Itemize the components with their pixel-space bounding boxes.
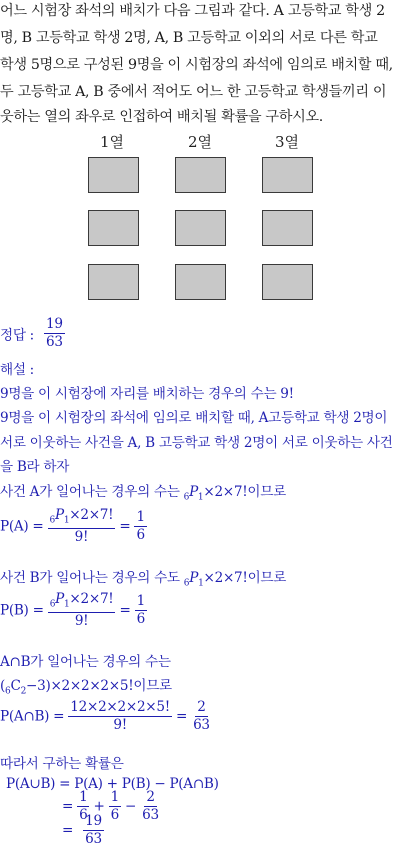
answer-label: 정답 : [0, 327, 34, 344]
solution-line-9: 따라서 구하는 확률은 [0, 756, 124, 772]
answer-fraction [44, 317, 65, 350]
prob-a-result [134, 510, 146, 543]
final-answer-fraction [83, 814, 104, 847]
seat [88, 157, 139, 193]
solution-line-2: 9명을 이 시험장의 좌석에 임의로 배치할 때, A고등학교 학생 2명이 [0, 410, 388, 426]
problem-line-1: 어느 시험장 좌석의 배치가 다음 그림과 같다. A 고등학교 학생 2 [0, 3, 385, 19]
equals: = [62, 798, 74, 815]
seat [175, 210, 226, 246]
prob-a-line [0, 508, 147, 545]
num: 1 [79, 789, 88, 805]
solution-line-6 [0, 566, 286, 589]
seat [175, 264, 226, 300]
solution-heading: 해설 : [0, 362, 34, 378]
prob-b-numerator: ×2×7! [69, 591, 114, 607]
equals: = [119, 518, 131, 535]
text: ×2×7!이므로 [203, 484, 286, 500]
equals: = [119, 602, 131, 619]
den: 63 [85, 830, 102, 847]
problem-line-3: 학생 5명으로 구성된 9명을 이 시험장의 좌석에 임의로 배치할 때, [0, 57, 393, 73]
prob-a-result-den: 6 [136, 526, 145, 543]
solution-line-1: 9명을 이 시험장에 자리를 배치하는 경우의 수는 9! [0, 386, 294, 402]
text: ×2×7!이므로 [203, 570, 287, 586]
combination-6c2: ($_6C_2$ [0, 678, 26, 697]
prob-b-result [135, 594, 147, 627]
answer-numerator: 19 [46, 316, 63, 332]
fraction [140, 790, 161, 823]
seat [262, 264, 313, 300]
text: 사건 A가 일어나는 경우의 수는 [0, 484, 180, 500]
seat [88, 210, 139, 246]
prob-a-numerator: ×2×7! [69, 507, 114, 523]
problem-line-5: 웃하는 열의 좌우로 인접하여 배치될 확률을 구하시오. [0, 109, 323, 125]
seat [262, 157, 313, 193]
solution-line-8 [0, 674, 172, 697]
den: 6 [79, 806, 88, 823]
column-label-1: 1열 [100, 133, 125, 151]
num: 2 [146, 789, 155, 805]
prob-a-denominator: 9! [74, 528, 89, 545]
prob-b-denominator: 9! [74, 612, 89, 629]
permutation-6p1: $_6P_1$ [183, 484, 204, 503]
equals: = [62, 822, 74, 839]
solution-line-7: A∩B가 일어나는 경우의 수는 [0, 654, 171, 670]
solution-line-3: 서로 이웃하는 사건을 A, B 고등학교 학생 2명이 서로 이웃하는 사건 [0, 435, 393, 451]
prob-b-result-num: 1 [136, 592, 145, 609]
prob-ab-result-num: 2 [197, 699, 206, 715]
seat [262, 210, 313, 246]
prob-ab-result-den: 63 [193, 716, 210, 733]
text: −3)×2×2×2×5!이므로 [26, 678, 172, 694]
text: 사건 B가 일어나는 경우의 수도 [0, 570, 180, 586]
prob-a-result-num: 1 [136, 508, 145, 525]
seat [175, 157, 226, 193]
equals: = [175, 708, 188, 725]
prob-ab-denominator: 9! [113, 716, 127, 733]
prob-b-result-den: 6 [136, 610, 145, 627]
prob-ab-line [0, 700, 212, 733]
num: 1 [110, 789, 119, 805]
prob-a-fraction: $\frac{_6P_1\times 2\times 7!}{9!}$ [49, 507, 114, 545]
final-formula-line-1: P(A∪B) = P(A) + P(B) − P(A∩B) [6, 776, 219, 792]
plus: + [93, 798, 105, 815]
problem-line-4: 두 고등학교 A, B 중에서 적어도 어느 한 고등학교 학생들끼리 이 [0, 84, 387, 100]
prob-b-fraction: $\frac{_6P_1\times 2\times 7!}{9!}$ [49, 591, 114, 629]
final-formula-line-3 [62, 814, 104, 847]
column-label-3: 3열 [275, 133, 300, 151]
seat [88, 264, 139, 300]
prob-b-lhs: P(B) = [0, 602, 44, 619]
minus: − [125, 798, 137, 815]
den: 6 [110, 806, 119, 823]
num: 19 [85, 813, 102, 829]
column-label-2: 2열 [188, 133, 213, 151]
answer-denominator: 63 [46, 333, 63, 350]
prob-ab-numerator: 12×2×2×2×5! [70, 699, 170, 715]
fraction [109, 790, 121, 823]
prob-ab-lhs: P(A∩B) = [0, 708, 65, 725]
prob-ab-fraction [68, 700, 172, 733]
solution-line-4: 을 B라 하자 [0, 459, 70, 475]
problem-line-2: 명, B 고등학교 학생 2명, A, B 고등학교 이외의 서로 다른 학교 [0, 30, 378, 46]
permutation-6p1: $_6P_1$ [183, 570, 204, 589]
prob-ab-result [191, 700, 212, 733]
solution-line-5 [0, 480, 286, 503]
den: 63 [142, 806, 159, 823]
prob-a-lhs: P(A) = [0, 518, 44, 535]
prob-b-line [0, 592, 147, 629]
answer [0, 317, 65, 350]
